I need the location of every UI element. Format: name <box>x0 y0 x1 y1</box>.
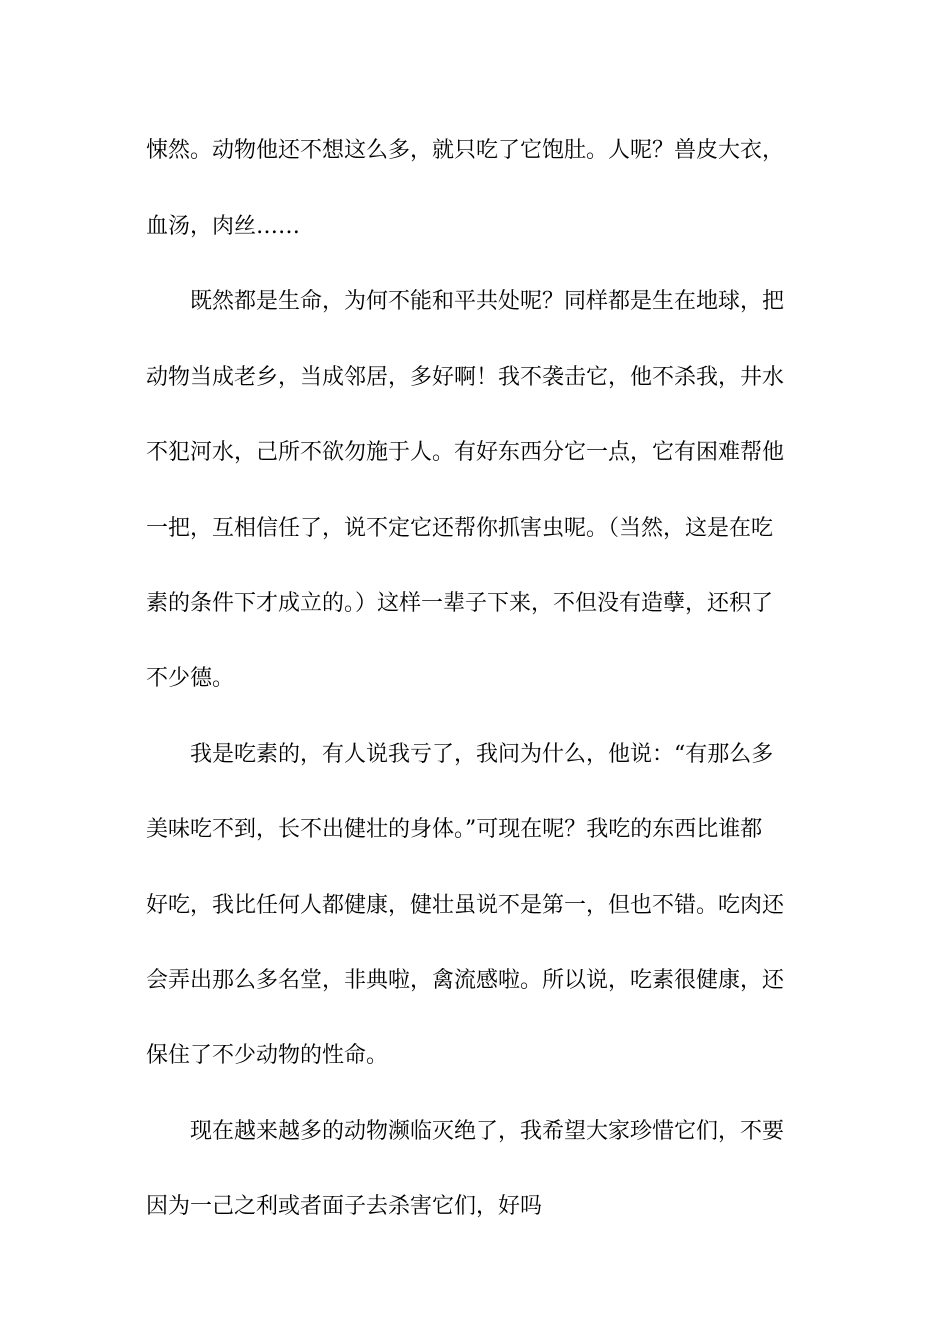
text-line: 动物当成老乡，当成邻居，多好啊！我不袭击它，他不杀我，井水 <box>146 365 785 390</box>
paragraph-start-line: 现在越来越多的动物濒临灭绝了，我希望大家珍惜它们，不要 <box>190 1119 785 1144</box>
text-line: 一把，互相信任了，说不定它还帮你抓害虫呢。（当然，这是在吃 <box>146 516 774 541</box>
paragraph-start-line: 我是吃素的，有人说我亏了，我问为什么，他说：“有那么多 <box>190 742 774 767</box>
text-line: 不少德。 <box>146 666 235 691</box>
text-line: 好吃，我比任何人都健康，健壮虽说不是第一，但也不错。吃肉还 <box>146 893 785 918</box>
text-line: 不犯河水，己所不欲勿施于人。有好东西分它一点，它有困难帮他 <box>146 440 785 465</box>
text-line: 素的条件下才成立的。）这样一辈子下来，不但没有造孽，还积了 <box>146 591 774 616</box>
text-line: 因为一己之利或者面子去杀害它们，好吗 <box>146 1194 543 1219</box>
paragraph-start-line: 既然都是生命，为何不能和平共处呢？同样都是生在地球，把 <box>190 289 785 314</box>
text-line: 悚然。动物他还不想这么多，就只吃了它饱肚。人呢？兽皮大衣， <box>146 138 785 163</box>
text-line: 保住了不少动物的性命。 <box>146 1043 389 1068</box>
text-line: 血汤，肉丝…… <box>146 214 301 239</box>
text-line: 会弄出那么多名堂，非典啦，禽流感啦。所以说，吃素很健康，还 <box>146 968 785 993</box>
text-line: 美味吃不到，长不出健壮的身体。”可现在呢？我吃的东西比谁都 <box>146 817 763 842</box>
